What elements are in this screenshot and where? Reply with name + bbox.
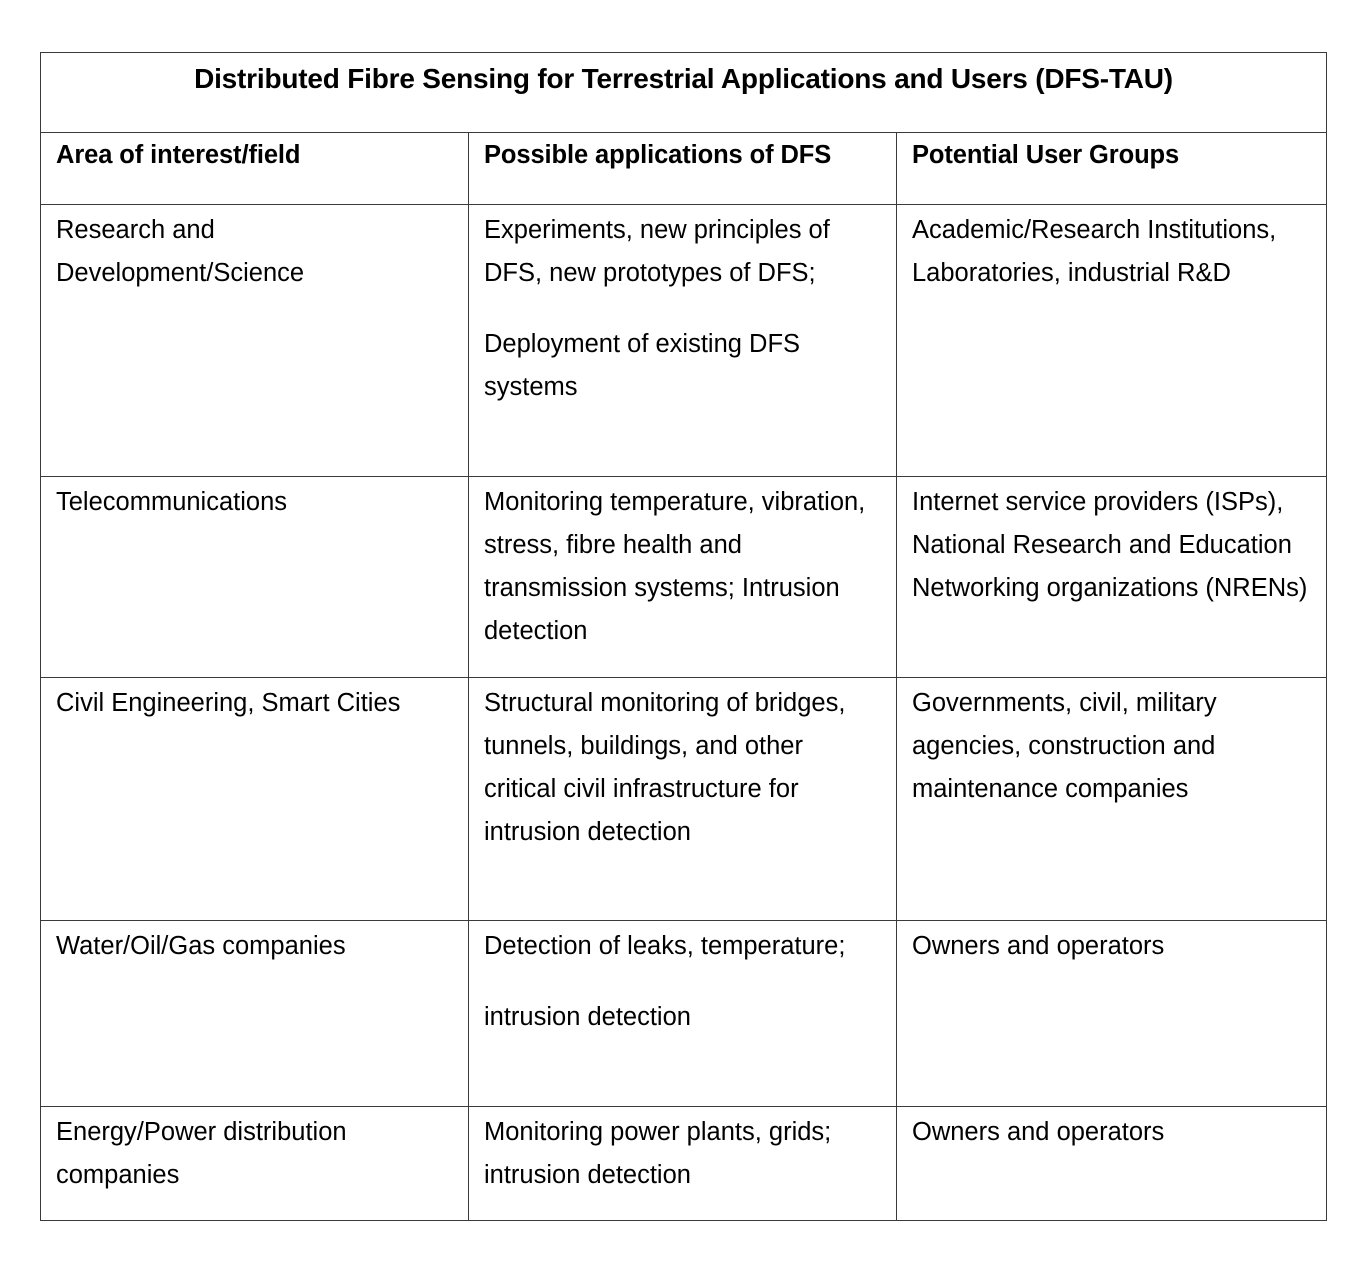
applications-text xyxy=(469,205,896,409)
applications-text xyxy=(469,1107,896,1197)
applications-cell xyxy=(469,921,897,1107)
column-header-users xyxy=(897,133,1327,205)
area-cell xyxy=(41,477,469,678)
table-row xyxy=(41,1107,1327,1221)
area-text: Energy/Power distribution companies xyxy=(56,1118,347,1189)
table-title: Distributed Fibre Sensing for Terrestrial Applications and Users (DFS-TAU) xyxy=(194,63,1173,94)
table-title-cell xyxy=(41,53,1327,133)
table-row xyxy=(41,477,1327,678)
area-text: Research and Development/Science xyxy=(56,216,305,287)
column-header-applications xyxy=(469,133,897,205)
application-paragraph: Deployment of existing DFS systems xyxy=(484,330,801,401)
application-paragraph: Detection of leaks, temperature; xyxy=(484,932,846,960)
table-row xyxy=(41,205,1327,477)
applications-text xyxy=(469,678,896,854)
users-cell xyxy=(897,205,1327,477)
area-text: Civil Engineering, Smart Cities xyxy=(56,689,401,717)
column-header-area-label: Area of interest/field xyxy=(56,141,301,169)
users-cell xyxy=(897,1107,1327,1221)
application-paragraph: intrusion detection xyxy=(484,1003,691,1031)
users-cell xyxy=(897,921,1327,1107)
users-text: Internet service providers (ISPs), National Research and Education Networking organizations (NRENs) xyxy=(912,488,1308,602)
users-cell xyxy=(897,477,1327,678)
users-text: Owners and operators xyxy=(912,932,1165,960)
area-text: Telecommunications xyxy=(56,488,288,516)
applications-cell xyxy=(469,477,897,678)
column-header-area xyxy=(41,133,469,205)
applications-cell xyxy=(469,205,897,477)
column-header-users-label: Potential User Groups xyxy=(912,141,1180,169)
area-text: Water/Oil/Gas companies xyxy=(56,932,346,960)
applications-text xyxy=(469,921,896,1039)
users-text: Owners and operators xyxy=(912,1118,1165,1146)
applications-text xyxy=(469,477,896,653)
table-row xyxy=(41,678,1327,921)
application-paragraph: Experiments, new principles of DFS, new prototypes of DFS; xyxy=(484,216,830,287)
users-text: Governments, civil, military agencies, construction and maintenance companies xyxy=(912,689,1217,803)
area-cell xyxy=(41,205,469,477)
application-paragraph: Monitoring power plants, grids; intrusion detection xyxy=(484,1118,832,1189)
area-cell xyxy=(41,921,469,1107)
title-row xyxy=(41,53,1327,133)
dfs-tau-table xyxy=(40,52,1327,1221)
applications-cell xyxy=(469,678,897,921)
users-text: Academic/Research Institutions, Laboratories, industrial R&D xyxy=(912,216,1277,287)
application-paragraph: Structural monitoring of bridges, tunnels, buildings, and other critical civil infrastructure for intrusion detection xyxy=(484,689,846,846)
applications-cell xyxy=(469,1107,897,1221)
area-cell xyxy=(41,678,469,921)
area-cell xyxy=(41,1107,469,1221)
table-row xyxy=(41,921,1327,1107)
users-cell xyxy=(897,678,1327,921)
header-row xyxy=(41,133,1327,205)
application-paragraph: Monitoring temperature, vibration, stress, fibre health and transmission systems; Intrusion detection xyxy=(484,488,866,645)
column-header-applications-label: Possible applications of DFS xyxy=(484,141,832,169)
